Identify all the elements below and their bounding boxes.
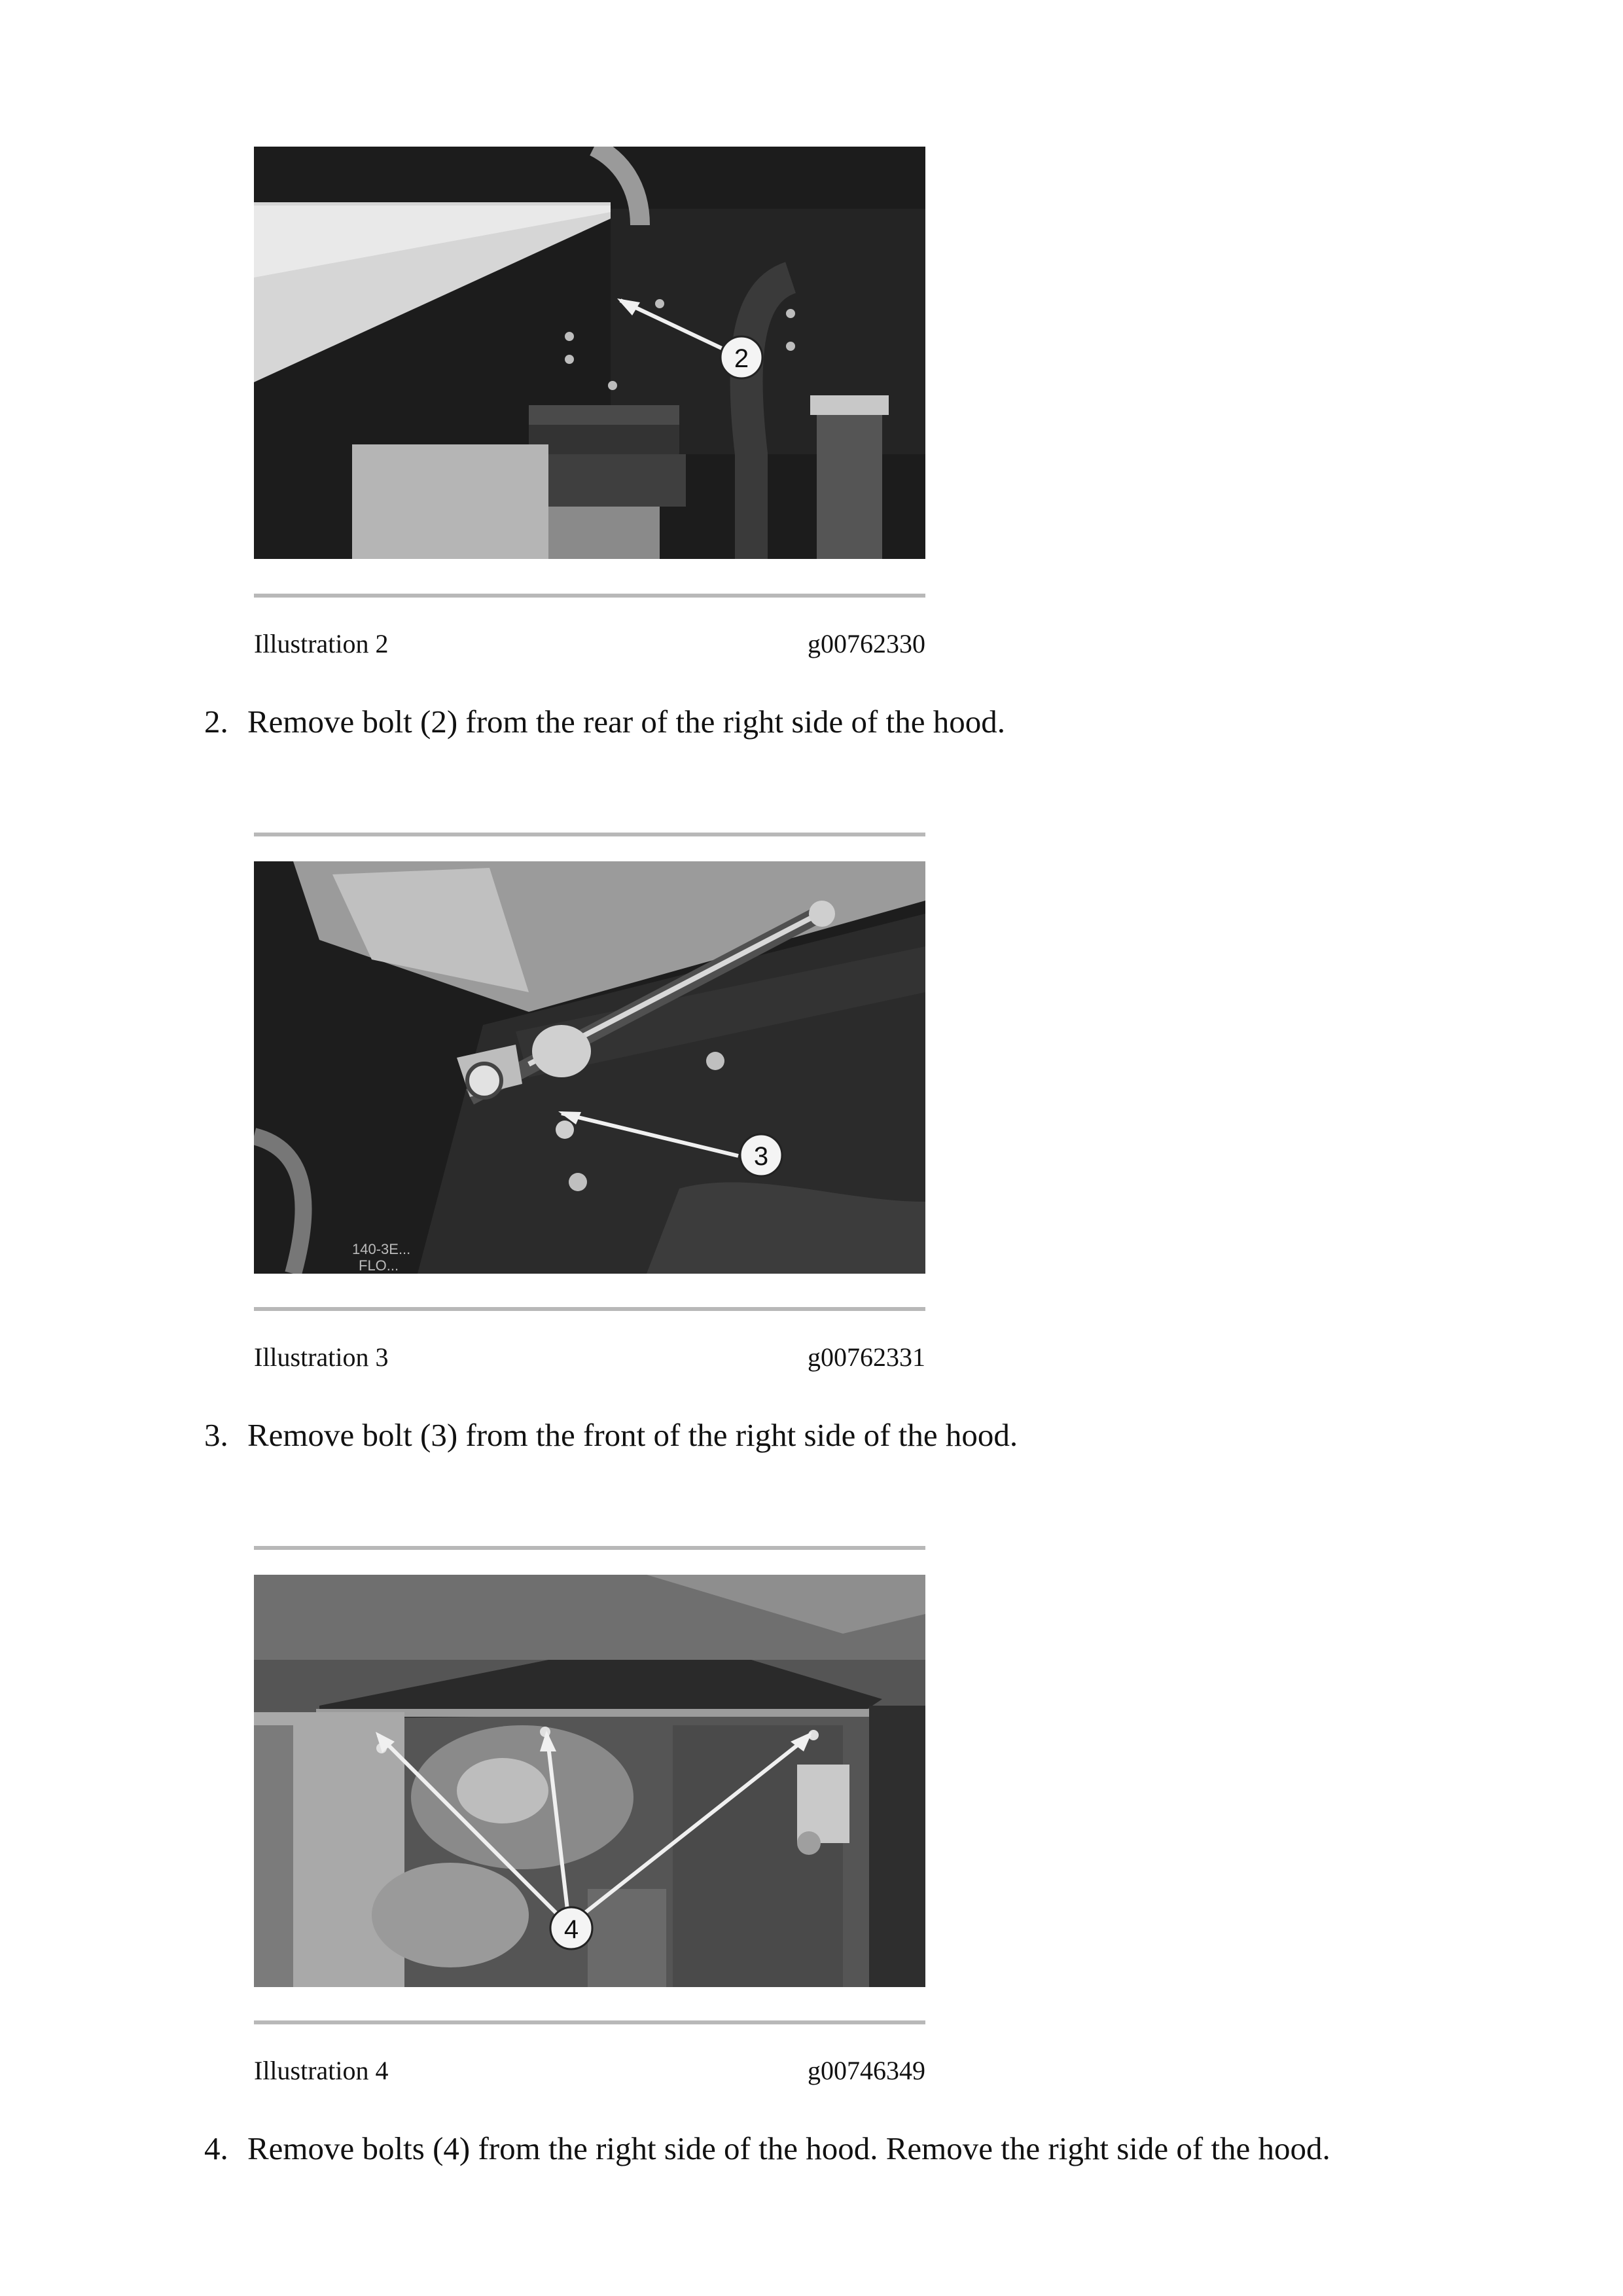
illustration-2-code: g00762330: [808, 629, 925, 658]
illustration-3-photo-label-a: 140-3E...: [352, 1241, 411, 1257]
illustration-3-code: g00762331: [808, 1342, 925, 1372]
illustration-3-photo-label-b: FLO...: [359, 1257, 399, 1274]
illustration-2-callout: 2: [734, 344, 749, 373]
illustration-4-caption-row: [254, 2055, 925, 2087]
step-4-text: Remove bolts (4) from the right side of the hood. Remove the right side of the hood.: [247, 2130, 1330, 2166]
step-4: [204, 2129, 1330, 2168]
illustration-4-code: g00746349: [808, 2056, 925, 2085]
illustration-4-photo: [254, 1575, 925, 1987]
step-3: [204, 1416, 1018, 1455]
step-2: [204, 702, 1005, 742]
step-3-text: Remove bolt (3) from the front of the right side of the hood.: [247, 1417, 1018, 1453]
illustration-4-callout: 4: [563, 1915, 579, 1944]
illustration-4-top-rule: [254, 1546, 925, 1550]
illustration-2-rule: [254, 594, 925, 598]
illustration-3-caption: Illustration 3: [254, 1342, 389, 1372]
illustration-3-caption-row: [254, 1342, 925, 1373]
illustration-3-callout: 3: [753, 1142, 769, 1171]
illustration-3-rule: [254, 1307, 925, 1311]
step-3-number: 3.: [204, 1417, 228, 1453]
illustration-4-rule: [254, 2020, 925, 2024]
step-2-number: 2.: [204, 704, 228, 740]
step-2-text: Remove bolt (2) from the rear of the right side of the hood.: [247, 704, 1005, 740]
step-4-number: 4.: [204, 2130, 228, 2166]
illustration-2-caption-row: [254, 628, 925, 660]
illustration-3-photo: [254, 861, 925, 1274]
illustration-4-caption: Illustration 4: [254, 2056, 389, 2085]
illustration-3-top-rule: [254, 833, 925, 836]
illustration-2-caption: Illustration 2: [254, 629, 389, 658]
illustration-2-photo: [254, 147, 925, 559]
